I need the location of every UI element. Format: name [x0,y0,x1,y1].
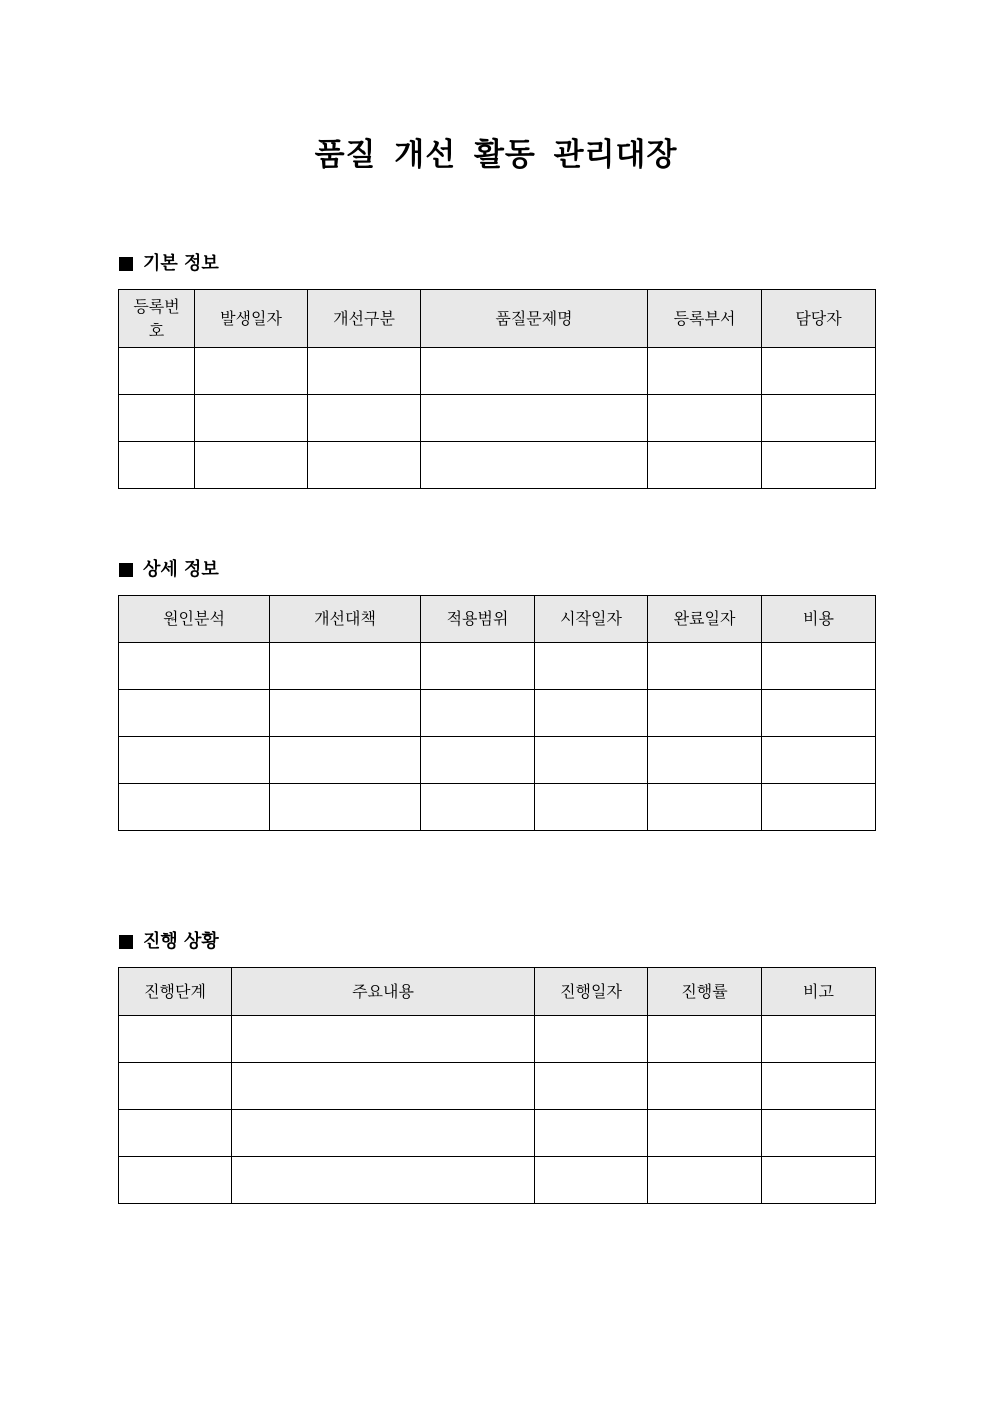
table-row [119,348,876,395]
table-row [119,1110,876,1157]
column-header-cost: 비용 [762,596,876,643]
table-cell[interactable] [119,737,270,784]
table-cell[interactable] [762,1157,876,1204]
table-cell[interactable] [762,690,876,737]
table-row [119,784,876,831]
table-cell[interactable] [535,643,648,690]
table-cell[interactable] [421,784,535,831]
square-bullet-icon [119,563,133,577]
table-cell[interactable] [195,395,308,442]
column-header-main-content: 주요내용 [232,968,535,1016]
column-header-owner: 담당자 [762,290,876,348]
table-cell[interactable] [762,1016,876,1063]
table-cell[interactable] [762,1110,876,1157]
table-cell[interactable] [762,784,876,831]
column-header-completion-date: 완료일자 [648,596,762,643]
table-cell[interactable] [648,737,762,784]
table-cell[interactable] [232,1016,535,1063]
table-cell[interactable] [119,1110,232,1157]
detail-info-table [118,595,876,831]
table-row [119,1157,876,1204]
table-cell[interactable] [119,784,270,831]
table-cell[interactable] [535,1110,648,1157]
table-row [119,690,876,737]
column-header-occurrence-date: 발생일자 [195,290,308,348]
table-row [119,1063,876,1110]
table-header-row [119,968,876,1016]
column-header-scope: 적용범위 [421,596,535,643]
table-cell[interactable] [648,1063,762,1110]
table-row [119,737,876,784]
table-cell[interactable] [762,1063,876,1110]
column-header-quality-issue: 품질문제명 [421,290,648,348]
square-bullet-icon [119,257,133,271]
table-cell[interactable] [119,1016,232,1063]
table-cell[interactable] [270,784,421,831]
table-cell[interactable] [119,348,195,395]
table-cell[interactable] [270,690,421,737]
section-heading-detail [119,557,219,583]
table-cell[interactable] [308,442,421,489]
table-cell[interactable] [308,348,421,395]
table-cell[interactable] [648,442,762,489]
table-cell[interactable] [421,442,648,489]
table-cell[interactable] [648,1110,762,1157]
table-cell[interactable] [421,690,535,737]
table-cell[interactable] [762,348,876,395]
section-heading-progress [119,929,219,955]
table-header-row [119,596,876,643]
table-cell[interactable] [648,1157,762,1204]
table-header-row [119,290,876,348]
square-bullet-icon [119,935,133,949]
table-cell[interactable] [762,643,876,690]
column-header-progress-rate: 진행률 [648,968,762,1016]
table-cell[interactable] [762,737,876,784]
table-cell[interactable] [119,1063,232,1110]
table-cell[interactable] [535,1157,648,1204]
table-row [119,442,876,489]
table-cell[interactable] [762,442,876,489]
table-cell[interactable] [535,1016,648,1063]
table-cell[interactable] [648,690,762,737]
table-cell[interactable] [648,1016,762,1063]
table-cell[interactable] [119,1157,232,1204]
table-cell[interactable] [270,737,421,784]
column-header-remarks: 비고 [762,968,876,1016]
table-cell[interactable] [648,784,762,831]
table-cell[interactable] [119,690,270,737]
table-cell[interactable] [232,1063,535,1110]
column-header-registration-no: 등록번호 [119,290,195,348]
table-cell[interactable] [195,348,308,395]
table-cell[interactable] [421,395,648,442]
table-cell[interactable] [535,690,648,737]
table-row [119,1016,876,1063]
column-header-improvement-type: 개선구분 [308,290,421,348]
table-cell[interactable] [648,395,762,442]
table-cell[interactable] [119,643,270,690]
table-cell[interactable] [535,737,648,784]
table-cell[interactable] [119,442,195,489]
table-row [119,643,876,690]
table-cell[interactable] [232,1157,535,1204]
table-row [119,395,876,442]
column-header-cause-analysis: 원인분석 [119,596,270,643]
table-cell[interactable] [648,348,762,395]
section-heading-label: 기본 정보 [143,253,219,274]
section-heading-label: 진행 상황 [143,931,219,952]
column-header-department: 등록부서 [648,290,762,348]
table-cell[interactable] [762,395,876,442]
table-cell[interactable] [270,643,421,690]
table-cell[interactable] [648,643,762,690]
progress-table [118,967,876,1204]
table-cell[interactable] [195,442,308,489]
section-heading-label: 상세 정보 [143,559,219,580]
table-cell[interactable] [535,784,648,831]
table-cell[interactable] [535,1063,648,1110]
table-cell[interactable] [421,348,648,395]
table-cell[interactable] [119,395,195,442]
section-heading-basic [119,251,219,277]
document-title: 품질 개선 활동 관리대장 [314,137,678,173]
column-header-stage: 진행단계 [119,968,232,1016]
column-header-start-date: 시작일자 [535,596,648,643]
table-cell[interactable] [308,395,421,442]
basic-info-table [118,289,876,489]
column-header-progress-date: 진행일자 [535,968,648,1016]
table-cell[interactable] [421,643,535,690]
column-header-countermeasure: 개선대책 [270,596,421,643]
table-cell[interactable] [232,1110,535,1157]
table-cell[interactable] [421,737,535,784]
